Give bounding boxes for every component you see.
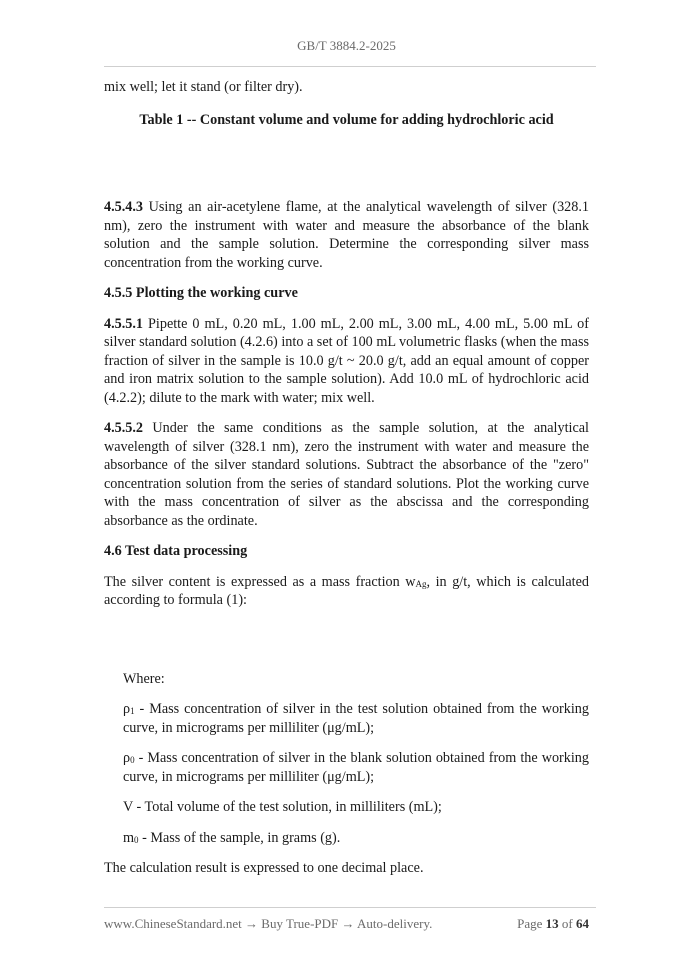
subscript-0: 0	[130, 755, 135, 765]
symbol-m: m	[123, 829, 135, 846]
section-heading-4-5-5: 4.5.5 Plotting the working curve	[104, 285, 298, 301]
clause-number: 4.5.5.1	[104, 315, 144, 332]
table-area	[104, 129, 589, 198]
definition-text: - Mass concentration of silver in the test solution obtained from the working curve, in micrograms per milliliter (μg/mL);	[123, 701, 589, 736]
definition-text: - Mass concentration of silver in the blank solution obtained from the working curve, in micrograms per milliliter (μg/mL);	[123, 750, 589, 785]
symbol-rho: ρ	[123, 750, 131, 766]
clause-text: Pipette 0 mL, 0.20 mL, 1.00 mL, 2.00 mL, 3.00 mL, 4.00 mL, 5.00 mL of silver standard solution (4.2.6) into a set of 100 mL volumetric flasks (when the mass fraction of silver in the sample is 10.0 g/t ~ 20.0 g/t, add an equal amount of copper and iron matrix solution to the sample solution). Add 10.0 mL of hydrochloric acid (4.2.2); dilute to the mark with water; mix well.	[104, 315, 589, 406]
paragraph-4-6-intro	[104, 573, 589, 610]
header-divider	[104, 66, 596, 67]
clause-text: Under the same conditions as the sample solution, at the analytical wavelength of silver (328.1 nm), zero the instrument with water and measure the absorbance of the silver standard solutions. Subtract the absorbance of the "zero" concentration solution from the series of standard solutions. Plot the working curve with the mass concentration of silver as the abscissa and the corresponding absorbance as the ordinate.	[104, 420, 589, 529]
definition-rho1	[104, 700, 589, 737]
paragraph-mix-well: mix well; let it stand (or filter dry).	[104, 79, 303, 95]
subscript-1: 1	[130, 706, 135, 716]
of-label: of	[561, 916, 573, 931]
total-pages: 64	[576, 916, 589, 931]
result-note: The calculation result is expressed to one decimal place.	[104, 860, 424, 876]
definition-v: V - Total volume of the test solution, in milliliters (mL);	[123, 799, 442, 815]
definition-text: - Mass of the sample, in grams (g).	[138, 829, 341, 846]
document-code-header: GB/T 3884.2-2025	[297, 38, 396, 53]
where-label: Where:	[123, 670, 165, 687]
paragraph-4-5-5-1	[104, 315, 589, 408]
footer-link[interactable]: www.ChineseStandard.net → Buy True-PDF → Auto-delivery.	[104, 916, 433, 931]
page-label: Page	[517, 916, 543, 931]
page-content	[104, 78, 589, 878]
clause-number: 4.5.5.2	[104, 420, 144, 436]
clause-number: 4.5.4.3	[104, 199, 144, 215]
definition-m0	[104, 829, 589, 848]
paragraph-4-5-4-3	[104, 198, 589, 272]
definition-rho0	[104, 749, 589, 786]
subscript-0: 0	[134, 834, 139, 845]
paragraph-4-5-5-2	[104, 419, 589, 530]
intro-text: The silver content is expressed as a mass fraction w	[104, 573, 416, 590]
symbol-rho: ρ	[123, 701, 131, 717]
formula-area	[104, 610, 589, 670]
clause-text: Using an air-acetylene flame, at the analytical wavelength of silver (328.1 nm), zero the instrument with water and measure the absorbance of the blank solution and the sample solution. Determine the corresponding silver mass concentration from the working curve.	[104, 199, 589, 271]
section-heading-4-6: 4.6 Test data processing	[104, 543, 248, 559]
table-caption: Table 1 -- Constant volume and volume for adding hydrochloric acid	[139, 111, 554, 128]
page-indicator	[517, 916, 589, 932]
subscript-ag: Ag	[415, 578, 427, 589]
page-number: 13	[545, 916, 559, 931]
footer-divider	[104, 907, 596, 908]
intro-text-cont: , in g/t, which is calculated according to formula (1):	[104, 573, 589, 608]
